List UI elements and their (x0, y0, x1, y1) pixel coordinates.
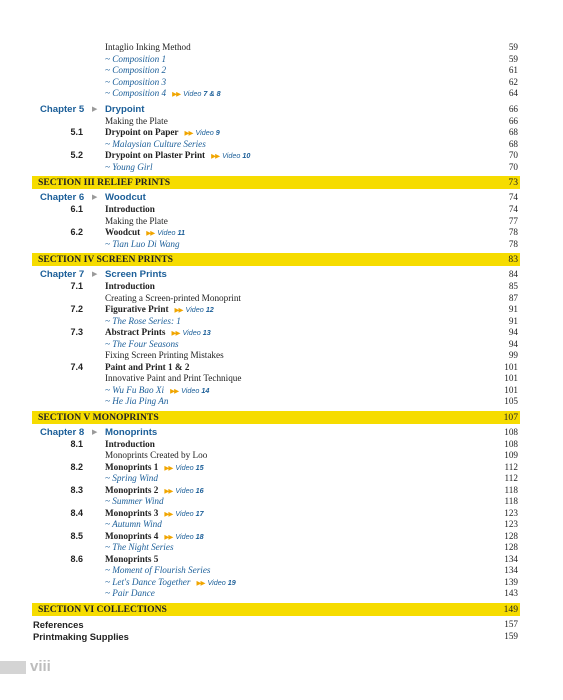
entry-title-text: ~ Young Girl (105, 161, 153, 172)
entry-title (105, 204, 155, 214)
page-number: 108 (504, 426, 518, 437)
entry-title-text: Monoprints 3 (105, 507, 159, 518)
page-number: 118 (504, 496, 518, 506)
double-play-icon: ▶▶ (164, 487, 173, 495)
page-number: 101 (504, 361, 518, 372)
entry-title (105, 473, 158, 483)
page-number: 68 (508, 127, 518, 137)
double-play-icon: ▶▶ (164, 464, 173, 472)
entry-title (105, 162, 153, 172)
chapter-number: Chapter 6 (40, 192, 85, 203)
chapter-entry[interactable] (32, 427, 520, 439)
entry-title (105, 316, 181, 326)
chapter-number: Chapter 8 (40, 426, 85, 438)
entry-title-text: ~ Composition 1 (105, 53, 167, 64)
toc-entry[interactable] (32, 65, 520, 77)
video-link[interactable] (164, 463, 203, 472)
toc-entry[interactable] (32, 519, 520, 531)
section-entry[interactable] (32, 554, 520, 566)
chapter-number: Chapter 7 (40, 269, 85, 280)
page-number: 105 (504, 396, 518, 406)
video-link[interactable] (170, 386, 209, 395)
entry-title (105, 54, 166, 64)
section-banner-title: SECTION III RELIEF PRINTS (38, 177, 171, 188)
entry-title: References (33, 618, 84, 630)
page-number: 99 (508, 350, 518, 360)
page-number: 77 (508, 215, 518, 226)
section-banner[interactable] (32, 411, 520, 424)
page-number: 87 (508, 292, 518, 303)
toc-entry[interactable] (32, 396, 520, 408)
page-number: 62 (508, 76, 518, 87)
entry-title-text: ~ The Four Seasons (105, 338, 179, 349)
video-number: 13 (202, 328, 211, 337)
entry-title (105, 485, 204, 495)
video-link[interactable] (146, 228, 185, 237)
section-number: 8.3 (70, 484, 83, 495)
section-number: 8.2 (70, 461, 83, 472)
folio-bar (0, 661, 26, 674)
video-label: Video (181, 385, 200, 395)
entry-title-text: Woodcut (105, 192, 146, 203)
entry-title (105, 216, 168, 226)
entry-title (105, 293, 241, 303)
video-link[interactable] (185, 128, 220, 137)
entry-title (105, 88, 221, 98)
page-number: 78 (508, 227, 518, 237)
entry-title (105, 104, 144, 115)
page-number: 91 (508, 304, 518, 314)
entry-title (105, 577, 236, 587)
entry-title (105, 350, 224, 360)
page-number: 134 (504, 565, 518, 575)
entry-title-text: ~ Summer Wind (105, 496, 164, 506)
video-label: Video (157, 228, 176, 237)
entry-title-text: Intaglio Inking Method (105, 42, 191, 52)
entry-title-text: Screen Prints (105, 269, 167, 280)
entry-title-text: Introduction (105, 204, 155, 214)
entry-title-text: ~ Autumn Wind (105, 519, 162, 529)
section-entry[interactable] (32, 362, 520, 374)
page-number: 112 (504, 473, 518, 483)
section-entry[interactable] (32, 227, 520, 239)
triangle-right-icon: ▶ (92, 104, 98, 113)
page-number: 73 (508, 177, 518, 188)
chapter-entry[interactable] (32, 192, 520, 204)
video-number: 10 (242, 151, 251, 160)
double-play-icon: ▶▶ (172, 91, 181, 98)
toc-entry[interactable] (32, 116, 520, 128)
entry-title (105, 565, 211, 575)
entry-title-text: ~ He Jia Ping An (105, 396, 169, 406)
page-number: 128 (504, 542, 518, 552)
entry-title-text: Figurative Print (105, 304, 169, 314)
triangle-right-icon: ▶ (92, 427, 98, 436)
section-entry[interactable] (32, 531, 520, 543)
entry-title-text: ~ Let's Dance Together (105, 576, 191, 587)
video-link[interactable] (164, 509, 203, 518)
entry-title (105, 373, 241, 383)
section-entry[interactable] (32, 304, 520, 316)
entry-title (105, 508, 204, 518)
page-number: 85 (508, 281, 518, 291)
entry-title-text: ~ Pair Dance (105, 588, 155, 598)
page-number: 149 (503, 603, 518, 615)
video-link[interactable] (172, 89, 220, 98)
entry-title-text: Monoprints Created by Loo (105, 450, 208, 460)
entry-title (105, 227, 185, 237)
section-number: 8.4 (70, 507, 83, 518)
entry-title (105, 192, 146, 203)
section-number: 5.1 (70, 127, 83, 137)
chapter-entry[interactable] (32, 269, 520, 281)
entry-title (105, 77, 166, 87)
section-entry[interactable] (32, 281, 520, 293)
video-number: 14 (201, 385, 210, 395)
table-of-contents (32, 42, 520, 643)
video-link[interactable] (211, 151, 250, 160)
section-number: 6.2 (70, 227, 83, 237)
toc-entry[interactable] (32, 450, 520, 462)
entry-title-text: ~ Composition 3 (105, 76, 167, 87)
page-number: 83 (508, 254, 518, 265)
entry-title (105, 42, 191, 52)
triangle-right-icon: ▶ (92, 270, 98, 278)
toc-entry[interactable] (32, 54, 520, 66)
entry-title (105, 519, 162, 529)
entry-title-text: ~ Spring Wind (105, 473, 158, 483)
entry-title (105, 439, 155, 449)
entry-title (105, 127, 220, 137)
entry-title (105, 239, 180, 249)
page-number: 143 (504, 588, 518, 598)
page-number: 66 (508, 103, 518, 114)
page-number: 123 (504, 519, 518, 529)
back-matter-entry[interactable] (32, 631, 520, 643)
double-play-icon: ▶▶ (164, 510, 173, 518)
toc-entry[interactable] (32, 577, 520, 589)
section-number: 8.1 (70, 438, 83, 449)
entry-title (105, 450, 207, 460)
toc-entry[interactable] (32, 316, 520, 328)
toc-entry[interactable] (32, 373, 520, 385)
page-number: 112 (504, 461, 518, 472)
video-link[interactable] (164, 486, 203, 495)
video-number: 18 (195, 531, 204, 541)
entry-title-text: Innovative Paint and Print Technique (105, 373, 242, 383)
toc-entry[interactable] (32, 588, 520, 600)
toc-entry[interactable] (32, 565, 520, 577)
video-label: Video (195, 128, 214, 137)
entry-title (105, 496, 164, 506)
back-matter-entry[interactable] (32, 619, 520, 631)
entry-title-text: Abstract Prints (105, 327, 166, 337)
entry-title-text: ~ Wu Fu Bao Xi (105, 384, 165, 395)
section-banner-title: SECTION IV SCREEN PRINTS (38, 254, 173, 265)
section-number: 6.1 (70, 204, 83, 214)
entry-title (105, 588, 155, 598)
section-number: 7.3 (70, 327, 83, 337)
page-number: 134 (504, 553, 518, 564)
section-entry[interactable] (32, 485, 520, 497)
section-banner[interactable] (32, 253, 520, 266)
entry-title-text: Drypoint on Paper (105, 127, 179, 137)
page-number: 61 (508, 65, 518, 75)
entry-title-text: Woodcut (105, 227, 141, 237)
entry-title-text: Introduction (105, 438, 155, 449)
entry-title-text: Drypoint (105, 103, 145, 115)
double-play-icon: ▶▶ (184, 130, 193, 137)
section-entry[interactable] (32, 327, 520, 339)
video-label: Video (185, 305, 204, 314)
section-banner[interactable] (32, 176, 520, 189)
video-label: Video (175, 485, 194, 495)
section-banner-title: SECTION V MONOPRINTS (38, 411, 159, 423)
video-link[interactable] (171, 328, 210, 337)
entry-title (105, 281, 155, 291)
page-number: 66 (508, 115, 518, 126)
entry-title-text: Making the Plate (105, 215, 168, 226)
entry-title-text: Making the Plate (105, 115, 168, 126)
section-entry[interactable] (32, 127, 520, 139)
entry-title (105, 427, 157, 438)
entry-title (105, 462, 204, 472)
double-play-icon: ▶▶ (171, 330, 180, 337)
entry-title (105, 554, 158, 564)
entry-title-text: Drypoint on Plaster Print (105, 150, 206, 160)
entry-title-text: ~ Composition 4 (105, 88, 167, 98)
double-play-icon: ▶▶ (196, 579, 205, 587)
page-number: 101 (504, 384, 518, 395)
page-number: 74 (508, 192, 518, 202)
page-number: 68 (508, 138, 518, 149)
toc-entry[interactable] (32, 496, 520, 508)
video-label: Video (182, 328, 201, 337)
toc-entry[interactable] (32, 162, 520, 174)
double-play-icon: ▶▶ (174, 307, 183, 314)
section-number: 7.4 (70, 361, 83, 372)
page-number: 94 (508, 327, 518, 337)
video-number: 7 & 8 (203, 89, 221, 98)
entry-title-text: Monoprints 1 (105, 461, 159, 472)
page-number: 59 (508, 53, 518, 64)
page-number: 123 (504, 507, 518, 518)
section-entry[interactable] (32, 508, 520, 520)
entry-title (105, 116, 168, 126)
toc-entry[interactable] (32, 216, 520, 228)
toc-entry[interactable] (32, 542, 520, 554)
double-play-icon: ▶▶ (170, 387, 179, 395)
page-number: 128 (504, 530, 518, 541)
section-entry[interactable] (32, 439, 520, 451)
double-play-icon: ▶▶ (146, 230, 155, 237)
page-number: 101 (504, 373, 518, 383)
video-number: 16 (195, 485, 204, 495)
page-number: 78 (508, 238, 518, 249)
video-number: 19 (227, 577, 236, 587)
page-number: 70 (508, 150, 518, 160)
entry-title-text: ~ Moment of Flourish Series (105, 565, 211, 575)
video-number: 17 (195, 508, 204, 518)
entry-title-text: ~ The Rose Series: 1 (105, 315, 181, 326)
section-entry[interactable] (32, 462, 520, 474)
page-number: 70 (508, 161, 518, 172)
toc-entry[interactable] (32, 385, 520, 397)
section-banner[interactable] (32, 603, 520, 616)
entry-title (105, 269, 167, 280)
video-number: 11 (177, 228, 185, 237)
page-number: 59 (508, 42, 518, 52)
double-play-icon: ▶▶ (211, 153, 220, 160)
toc-entry[interactable] (32, 239, 520, 251)
video-label: Video (175, 508, 194, 518)
section-number: 5.2 (70, 150, 83, 160)
toc-entry[interactable] (32, 88, 520, 100)
video-link[interactable] (175, 305, 214, 314)
section-number: 8.6 (70, 553, 83, 564)
entry-title-text: ~ The Night Series (105, 542, 174, 552)
entry-title-text: Paint and Print 1 & 2 (105, 361, 190, 372)
entry-title (105, 396, 169, 406)
entry-title (105, 150, 250, 160)
page-number: 109 (504, 450, 518, 460)
entry-title (105, 65, 166, 75)
page-number: 159 (504, 630, 518, 641)
video-label: Video (183, 89, 202, 98)
page-number: 139 (504, 576, 518, 587)
video-label: Video (175, 531, 194, 541)
section-entry[interactable] (32, 150, 520, 162)
page-number: 108 (504, 438, 518, 449)
entry-title-text: ~ Composition 2 (105, 65, 167, 75)
video-label: Video (222, 151, 241, 160)
entry-title (105, 531, 204, 541)
entry-title (105, 304, 214, 314)
entry-title-text: Creating a Screen-printed Monoprint (105, 292, 241, 303)
video-label: Video (175, 462, 194, 472)
entry-title (105, 362, 189, 372)
video-number: 9 (215, 128, 220, 137)
video-number: 12 (205, 305, 214, 314)
section-number: 8.5 (70, 530, 83, 541)
chapter-entry[interactable] (32, 104, 520, 116)
section-number: 7.1 (70, 281, 83, 291)
page-number: 107 (503, 411, 518, 423)
section-banner-title: SECTION VI COLLECTIONS (38, 603, 167, 615)
page-folio: viii (30, 658, 51, 675)
toc-entry[interactable] (32, 42, 520, 54)
page-number: 157 (504, 618, 518, 629)
entry-title (105, 139, 206, 149)
toc-entry[interactable] (32, 473, 520, 485)
toc-entry[interactable] (32, 77, 520, 89)
entry-title-text: Monoprints 5 (105, 553, 159, 564)
entry-title-text: ~ Malaysian Culture Series (105, 138, 206, 149)
section-entry[interactable] (32, 204, 520, 216)
section-number: 7.2 (70, 304, 83, 314)
entry-title (105, 327, 211, 337)
entry-title (105, 385, 209, 395)
page-number: 91 (508, 315, 518, 326)
page-number: 74 (508, 204, 518, 214)
toc-entry[interactable] (32, 350, 520, 362)
entry-title-text: Introduction (105, 281, 155, 291)
video-label: Video (207, 577, 226, 587)
triangle-right-icon: ▶ (92, 193, 98, 201)
entry-title: Printmaking Supplies (33, 630, 129, 642)
entry-title-text: Monoprints 2 (105, 484, 159, 495)
toc-entry[interactable] (32, 339, 520, 351)
video-number: 15 (195, 462, 204, 472)
entry-title-text: Fixing Screen Printing Mistakes (105, 350, 224, 360)
entry-title-text: ~ Tian Luo Di Wang (105, 238, 180, 249)
entry-title-text: Monoprints 4 (105, 530, 159, 541)
page-number: 118 (504, 484, 518, 495)
toc-entry[interactable] (32, 293, 520, 305)
entry-title-text: Monoprints (105, 426, 158, 438)
page-number: 94 (508, 338, 518, 349)
entry-title (105, 339, 179, 349)
video-link[interactable] (196, 578, 235, 587)
page-number: 84 (508, 269, 518, 279)
entry-title (105, 542, 174, 552)
chapter-number: Chapter 5 (40, 103, 85, 115)
double-play-icon: ▶▶ (164, 533, 173, 541)
toc-entry[interactable] (32, 139, 520, 151)
video-link[interactable] (164, 532, 203, 541)
page-number: 64 (508, 88, 518, 98)
